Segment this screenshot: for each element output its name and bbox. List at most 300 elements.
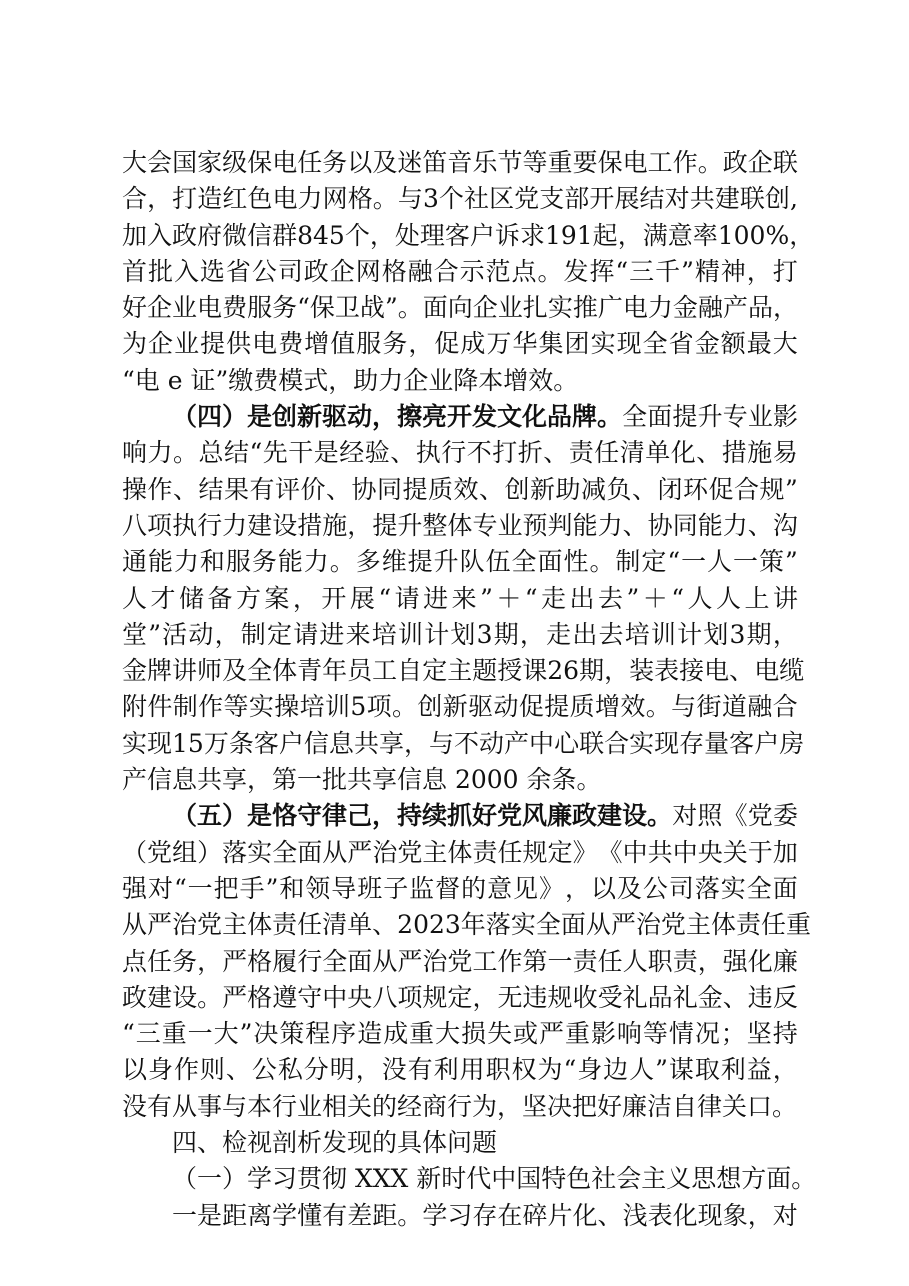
text-run: 、 xyxy=(597,1200,623,1230)
text-run: 计 xyxy=(677,619,703,649)
text-run: 没 xyxy=(381,1055,407,1085)
text-run: 2023 xyxy=(397,910,461,940)
text-run: 全 xyxy=(272,837,298,867)
text-run: 施 xyxy=(747,438,773,468)
text-line xyxy=(122,798,798,834)
text-run: 谋 xyxy=(668,1055,694,1085)
text-run: 户 xyxy=(278,728,304,758)
text-run: 实 xyxy=(629,728,655,758)
text-line xyxy=(122,581,798,617)
text-run: 、 xyxy=(696,438,722,468)
text-run: 价 xyxy=(300,474,326,504)
text-line xyxy=(122,871,798,907)
text-run: 公 xyxy=(251,256,277,286)
text-run: 力 xyxy=(147,438,173,468)
text-run: 全 xyxy=(535,910,561,940)
text-run: 严 xyxy=(539,1019,565,1049)
text-run: 15 xyxy=(172,728,204,758)
text-run: ， xyxy=(747,1200,773,1230)
text-run: 表 xyxy=(654,656,680,686)
text-run: 新 xyxy=(530,474,556,504)
text-run: ” xyxy=(784,547,798,577)
text-run: 卫 xyxy=(334,293,360,323)
text-run: 保 xyxy=(247,148,273,177)
text-run: 附 xyxy=(122,692,148,722)
text-run: 实 xyxy=(720,873,746,903)
text-run: 范 xyxy=(485,256,511,286)
text-line xyxy=(122,1125,798,1161)
text-run: “电 e 证”缴费模式，助力企业降本增效。 xyxy=(122,365,579,395)
text-run: 提 xyxy=(407,547,433,577)
text-run: 笛 xyxy=(422,148,448,177)
text-run: 一 xyxy=(547,946,573,976)
text-line xyxy=(122,326,798,362)
text-run: 融 xyxy=(407,256,433,286)
text-line xyxy=(122,181,798,217)
text-line xyxy=(122,363,798,399)
text-run: ， xyxy=(147,184,173,214)
text-run: 责 xyxy=(672,946,698,976)
text-run: 面 xyxy=(422,293,448,323)
text-line xyxy=(122,653,805,689)
text-run: 委 xyxy=(772,801,798,831)
text-run: 以 xyxy=(347,148,373,177)
text-run: 入 xyxy=(173,256,199,286)
text-run: 中 xyxy=(322,982,348,1012)
text-run: 群 xyxy=(272,220,298,250)
text-run: 司 xyxy=(668,873,694,903)
text-run: ， xyxy=(772,1055,798,1085)
text-run: 加 xyxy=(772,837,798,867)
text-run: 格 xyxy=(381,256,407,286)
text-run: 产 xyxy=(504,728,530,758)
text-run: 决 xyxy=(253,1019,279,1049)
text-run: 等 xyxy=(522,148,548,177)
text-run: 把 xyxy=(213,873,239,903)
text-run: 项 xyxy=(397,982,423,1012)
text-run: 一 xyxy=(681,547,707,577)
text-run: 操 xyxy=(122,474,148,504)
text-run: 出 xyxy=(569,583,595,613)
text-run: 和 xyxy=(279,873,305,903)
text-run: 全 xyxy=(511,547,537,577)
text-run: 去 xyxy=(598,619,624,649)
text-run: 失 xyxy=(487,1019,513,1049)
text-run: 装 xyxy=(629,656,655,686)
text-run: 离 xyxy=(247,1200,273,1230)
text-run: 企 xyxy=(329,256,355,286)
text-run: 公 xyxy=(642,873,668,903)
text-run: 团 xyxy=(564,329,590,359)
text-run: “ xyxy=(173,873,187,903)
text-run: 、 xyxy=(729,656,755,686)
text-run: （五）是恪守律己，持续抓好党风廉政建设。 xyxy=(172,801,673,831)
text-run: 质 xyxy=(569,692,595,722)
text-run: 化 xyxy=(747,946,773,976)
text-run: 学 xyxy=(422,1200,448,1230)
text-run: 华 xyxy=(512,329,538,359)
text-run: ” xyxy=(681,256,694,286)
text-run: “ xyxy=(122,1019,135,1049)
text-run: 。 xyxy=(329,547,355,577)
text-run: 。 xyxy=(397,1200,423,1230)
text-run: 受 xyxy=(597,982,623,1012)
text-run: 自 xyxy=(397,656,423,686)
text-run: 讲 xyxy=(172,656,198,686)
text-run: 方 xyxy=(235,583,261,613)
text-run: 共 xyxy=(689,184,715,214)
text-run: 任 xyxy=(594,438,620,468)
text-run: 支 xyxy=(539,184,565,214)
text-run: 题 xyxy=(472,656,498,686)
text-run: 电 xyxy=(272,184,298,214)
text-run: 策 xyxy=(279,1019,305,1049)
text-run: 力 xyxy=(303,547,329,577)
text-run: ” xyxy=(265,873,279,903)
text-run: 金 xyxy=(672,293,698,323)
text-run: 工 xyxy=(372,656,398,686)
text-run: 重 xyxy=(547,148,573,177)
text-run: 化 xyxy=(572,1200,598,1230)
text-run: 任 xyxy=(297,910,323,940)
text-run: 处 xyxy=(394,220,420,250)
text-run: 心 xyxy=(554,728,580,758)
text-run: ” xyxy=(785,474,798,504)
text-run: 制 xyxy=(240,619,266,649)
text-run: 。 xyxy=(645,692,671,722)
text-run: 划 xyxy=(703,619,729,649)
text-run: 全 xyxy=(746,873,772,903)
text-run: 党 xyxy=(660,910,686,940)
text-run: 家 xyxy=(197,148,223,177)
text-run: 微 xyxy=(222,220,248,250)
text-run: 加 xyxy=(122,220,148,250)
text-run: 结 xyxy=(224,438,250,468)
text-line xyxy=(122,980,798,1016)
text-run: 重 xyxy=(564,1019,590,1049)
text-run: ＋ xyxy=(642,583,668,613)
text-run: 总 xyxy=(198,438,224,468)
text-run: 导 xyxy=(331,873,357,903)
text-line xyxy=(122,145,798,181)
text-run: 主 xyxy=(422,837,448,867)
text-run: 体 xyxy=(272,656,298,686)
text-run: 造 xyxy=(197,184,223,214)
text-run: 力 xyxy=(222,510,248,540)
text-run: 的 xyxy=(461,873,487,903)
text-run: 3 xyxy=(476,619,493,649)
text-run: 面 xyxy=(772,873,798,903)
text-run: 任 xyxy=(297,148,323,177)
text-run: 严 xyxy=(397,946,423,976)
text-run: 创 xyxy=(417,692,443,722)
text-run: 不 xyxy=(454,728,480,758)
text-run: 全 xyxy=(247,656,273,686)
text-run: 千 xyxy=(655,256,681,286)
text-run: 师 xyxy=(197,656,223,686)
text-run: 信 xyxy=(247,220,273,250)
text-run: 通 xyxy=(122,547,148,577)
text-run: 易 xyxy=(772,438,798,468)
text-line xyxy=(122,1052,798,1088)
text-run: 对 xyxy=(664,184,690,214)
text-run: 规 xyxy=(422,982,448,1012)
text-run: ” xyxy=(239,1019,253,1049)
text-run: 合 xyxy=(734,474,760,504)
text-run: 履 xyxy=(272,946,298,976)
text-line xyxy=(122,472,798,508)
text-run: 信 xyxy=(303,728,329,758)
text-run: 用 xyxy=(459,1055,485,1085)
text-run: 合 xyxy=(122,184,148,214)
text-run: 。 xyxy=(372,184,398,214)
text-run: 政 xyxy=(722,148,748,177)
text-run: ” xyxy=(626,583,640,613)
text-run: 升 xyxy=(697,402,723,432)
text-run: 费 xyxy=(278,329,304,359)
text-run: 任 xyxy=(497,837,523,867)
text-run: 向 xyxy=(447,293,473,323)
text-run: 距 xyxy=(372,1200,398,1230)
text-run: 质 xyxy=(428,474,454,504)
text-run: 出 xyxy=(572,619,598,649)
text-run: 从 xyxy=(585,910,611,940)
text-run: 实 xyxy=(590,329,616,359)
text-run: （ xyxy=(122,837,148,867)
text-run: 金 xyxy=(697,982,723,1012)
text-run: 浅 xyxy=(622,1200,648,1230)
text-run: 打 xyxy=(772,256,798,286)
text-run: 权 xyxy=(511,1055,537,1085)
text-run: 联 xyxy=(739,184,765,214)
text-run: 第 xyxy=(522,946,548,976)
text-run: 行 xyxy=(441,438,467,468)
text-run: 神 xyxy=(720,256,746,286)
text-run: 违 xyxy=(522,982,548,1012)
text-run: 社 xyxy=(463,184,489,214)
text-run: 对 xyxy=(772,1200,798,1230)
text-run: 额 xyxy=(720,329,746,359)
text-run: 任 xyxy=(597,946,623,976)
text-run: 体 xyxy=(710,910,736,940)
text-run: 大 xyxy=(772,329,798,359)
text-run: 主 xyxy=(685,910,711,940)
text-run: 率 xyxy=(692,220,718,250)
text-run: 党 xyxy=(397,837,423,867)
text-run: ＋ xyxy=(496,583,522,613)
text-run: 存 xyxy=(472,1200,498,1230)
text-line xyxy=(122,254,798,290)
text-run: ” xyxy=(148,619,161,649)
text-run: 作 xyxy=(497,946,523,976)
text-run: 现 xyxy=(697,1200,723,1230)
text-run: 评 xyxy=(275,474,301,504)
text-run: 培 xyxy=(299,692,325,722)
text-run: 成 xyxy=(460,329,486,359)
text-run: 能 xyxy=(697,510,723,540)
text-line xyxy=(122,508,798,544)
text-run: 增 xyxy=(304,329,330,359)
text-run: 牌 xyxy=(147,656,173,686)
text-run: 府 xyxy=(197,220,223,250)
text-run: 懂 xyxy=(297,1200,323,1230)
text-run: ， xyxy=(197,946,223,976)
text-run: 街 xyxy=(696,692,722,722)
text-run: 部 xyxy=(564,184,590,214)
text-run: 。 xyxy=(397,293,423,323)
text-run: 要 xyxy=(572,148,598,177)
text-run: 建 xyxy=(247,510,273,540)
text-run: 反 xyxy=(772,982,798,1012)
text-run: 重 xyxy=(786,910,812,940)
text-run: 选 xyxy=(199,256,225,286)
text-run: 客 xyxy=(444,220,470,250)
text-run: 意 xyxy=(487,873,513,903)
text-run: 子 xyxy=(383,873,409,903)
text-run: 行 xyxy=(197,510,223,540)
text-run: 省 xyxy=(225,256,251,286)
text-run: ， xyxy=(403,728,429,758)
text-run: 大 xyxy=(213,1019,239,1049)
text-run: 判 xyxy=(547,510,573,540)
text-run: 与 xyxy=(428,728,454,758)
text-run: 。 xyxy=(173,438,199,468)
text-run: 点 xyxy=(122,946,148,976)
text-run: 合 xyxy=(772,692,798,722)
text-run: 堂 xyxy=(122,619,148,649)
text-run: 大 xyxy=(122,148,148,177)
text-run: 融 xyxy=(747,692,773,722)
text-run: 件 xyxy=(147,692,173,722)
text-run: 施 xyxy=(322,510,348,540)
text-run: 个 xyxy=(438,184,464,214)
text-run: 、 xyxy=(479,474,505,504)
text-run: 业 xyxy=(747,402,773,432)
text-run: 助 xyxy=(555,474,581,504)
text-run: 则 xyxy=(199,1055,225,1085)
text-run: 政 xyxy=(303,256,329,286)
text-run: 况 xyxy=(694,1019,720,1049)
text-run: 产信息共享，第一批共享信息 2000 余条。 xyxy=(122,765,602,795)
text-run: 客 xyxy=(729,728,755,758)
text-run: 人 xyxy=(687,583,713,613)
text-run: 中 xyxy=(622,837,648,867)
text-run: 合 xyxy=(433,256,459,286)
text-run: 走 xyxy=(546,619,572,649)
text-run: 人 xyxy=(122,583,148,613)
text-run: 全 xyxy=(622,402,648,432)
text-run: 督 xyxy=(435,873,461,903)
text-run: 坚 xyxy=(746,1019,772,1049)
text-run: 中 xyxy=(529,728,555,758)
text-run: 万 xyxy=(203,728,229,758)
text-run: 三 xyxy=(135,1019,161,1049)
text-run: 色 xyxy=(247,184,273,214)
text-run: 现 xyxy=(147,728,173,758)
text-run: 动 xyxy=(188,619,214,649)
text-run: 果 xyxy=(224,474,250,504)
text-run: ， xyxy=(369,220,395,250)
text-run: 员 xyxy=(347,656,373,686)
text-run: 户 xyxy=(469,220,495,250)
text-run: 沟 xyxy=(772,510,798,540)
text-run: 计 xyxy=(424,619,450,649)
text-run: 力 xyxy=(722,510,748,540)
text-run: 守 xyxy=(297,982,323,1012)
text-run: 同 xyxy=(672,510,698,540)
text-run: 身 xyxy=(147,1055,173,1085)
text-run: 来 xyxy=(345,619,371,649)
document-body xyxy=(122,145,817,1234)
text-run: 八 xyxy=(122,510,148,540)
text-run: 请 xyxy=(293,619,319,649)
text-run: 。 xyxy=(537,256,563,286)
text-run: 面 xyxy=(297,837,323,867)
text-run: ” xyxy=(384,293,398,323)
text-run: 共 xyxy=(353,728,379,758)
text-run: 青 xyxy=(297,656,323,686)
text-run: 储 xyxy=(178,583,204,613)
text-run: “ xyxy=(563,1055,577,1085)
text-run: 实 xyxy=(547,293,573,323)
text-run: 力 xyxy=(597,510,623,540)
text-line xyxy=(122,1198,798,1234)
text-run: 电 xyxy=(272,148,298,177)
text-run: 网 xyxy=(355,256,381,286)
text-run: 公 xyxy=(251,1055,277,1085)
text-run: ， xyxy=(347,510,373,540)
text-run: 有 xyxy=(322,1200,348,1230)
text-run: 验 xyxy=(364,438,390,468)
text-run: 格 xyxy=(347,184,373,214)
text-run: 提 xyxy=(402,474,428,504)
text-run: 、 xyxy=(622,510,648,540)
text-run: 、 xyxy=(722,982,748,1012)
text-run: 无 xyxy=(497,982,523,1012)
text-run: 条 xyxy=(228,728,254,758)
text-run: 作 xyxy=(147,474,173,504)
text-run: ， xyxy=(772,293,798,323)
text-run: “ xyxy=(524,583,538,613)
text-run: 强 xyxy=(122,873,148,903)
text-run: 差 xyxy=(347,1200,373,1230)
text-run: 现 xyxy=(654,728,680,758)
text-run: 多 xyxy=(355,547,381,577)
text-run: 行 xyxy=(297,946,323,976)
text-run: 电 xyxy=(197,293,223,323)
text-run: 进 xyxy=(423,583,449,613)
text-run: 好 xyxy=(122,293,148,323)
text-run: 严 xyxy=(222,982,248,1012)
text-line xyxy=(122,762,798,798)
text-run: 习 xyxy=(447,1200,473,1230)
text-run: 制 xyxy=(615,547,641,577)
text-run: 增 xyxy=(595,692,621,722)
text-run: 整 xyxy=(422,510,448,540)
text-run: 训 xyxy=(650,619,676,649)
text-run: 责 xyxy=(568,438,594,468)
text-run: 项 xyxy=(147,510,173,540)
text-run: 全 xyxy=(642,329,668,359)
text-run: 力 xyxy=(647,293,673,323)
text-run: 体 xyxy=(447,837,473,867)
text-run: 、 xyxy=(225,1055,251,1085)
text-run: 3 xyxy=(422,184,439,214)
text-run: 治 xyxy=(422,946,448,976)
text-run: “ xyxy=(297,293,310,323)
text-run: 责 xyxy=(735,910,761,940)
text-run: 期 xyxy=(746,619,772,649)
